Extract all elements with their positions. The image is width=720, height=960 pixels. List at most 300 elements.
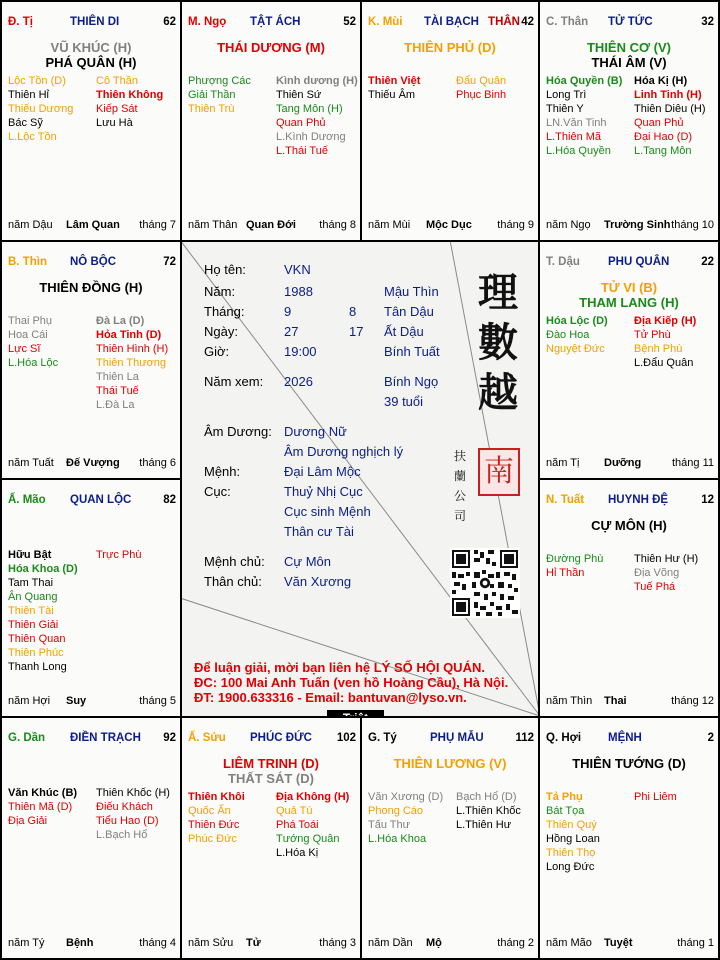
palace-year: năm Tuất (8, 457, 54, 469)
minor-star: Đường Phù (546, 553, 604, 565)
palace-name: MỆNH (608, 732, 642, 744)
palace-name: PHỤ MẪU (430, 732, 484, 744)
palace-month: tháng 8 (319, 219, 356, 231)
palace-year: năm Dậu (8, 219, 53, 231)
than-chu-label: Thân chủ: (204, 574, 262, 589)
main-star: TỬ VI (B) (600, 280, 658, 295)
minor-star: Địa Giải (8, 815, 48, 827)
minor-star: Quan Phủ (276, 117, 326, 129)
palace-header (368, 732, 534, 746)
palace-stage: Mộ (426, 937, 442, 949)
palace-month: tháng 12 (671, 695, 714, 707)
am-duong-label: Âm Dương: (204, 424, 272, 439)
month-label: Tháng: (204, 304, 245, 319)
minor-star: Thiên Hư (H) (634, 553, 699, 565)
calligraphy-char: 理 (478, 269, 518, 316)
minor-star: Hồng Loan (546, 833, 600, 845)
minor-star: Thanh Long (8, 661, 67, 673)
year-value: 1988 (284, 284, 313, 299)
palace-footer (546, 937, 714, 950)
minor-star: Thiên Mã (D) (8, 801, 73, 813)
palace-month: tháng 2 (497, 937, 534, 949)
palace-branch: Đ. Tị (8, 16, 33, 28)
minor-star: Quốc Ấn (188, 805, 231, 817)
palace-header (546, 16, 714, 30)
minor-star: Đẩu Quân (456, 75, 507, 87)
minor-star: L.Hóa Quyền (546, 145, 611, 157)
day-solar: 27 (284, 324, 299, 339)
minor-star: Văn Xương (D) (368, 791, 444, 803)
minor-star: Thiên Tài (8, 605, 54, 617)
palace-stage: Đế Vượng (66, 457, 120, 469)
palace-name: THIÊN DI (70, 16, 120, 28)
palace-footer (546, 219, 714, 232)
palace-footer (8, 695, 176, 708)
name-label: Họ tên: (204, 262, 246, 277)
view-year-value: 2026 (284, 374, 313, 389)
minor-star: Quả Tú (276, 805, 313, 817)
main-star: THÁI ÂM (V) (591, 55, 667, 70)
palace-age: 102 (336, 732, 356, 744)
palace-age: 32 (701, 16, 714, 28)
palace-stage: Trường Sinh (604, 219, 671, 231)
palace-header (368, 16, 534, 30)
palace-cell[interactable] (538, 240, 720, 480)
minor-star: L.Hóa Lộc (8, 357, 59, 369)
palace-header (546, 732, 714, 746)
minor-star: Giải Thần (188, 89, 236, 101)
palace-age: 72 (163, 256, 176, 268)
palace-cell[interactable] (180, 0, 362, 242)
minor-star: L.Tang Môn (634, 145, 692, 157)
main-stars (182, 756, 360, 786)
palace-cell[interactable] (538, 716, 720, 960)
minor-stars-left (546, 314, 608, 356)
main-stars (540, 40, 718, 70)
age-value: 39 tuổi (384, 394, 424, 409)
view-year-label: Năm xem: (204, 374, 264, 389)
day-label: Ngày: (204, 324, 238, 339)
palace-age: 12 (701, 494, 714, 506)
seal-stamp (478, 448, 520, 496)
palace-cell[interactable] (360, 716, 540, 960)
palace-branch: N. Tuất (546, 494, 585, 506)
main-stars (182, 40, 360, 55)
palace-age: 82 (163, 494, 176, 506)
palace-age: 92 (163, 732, 176, 744)
palace-year: năm Mùi (368, 219, 411, 231)
palace-footer (368, 219, 534, 232)
palace-branch: K. Mùi (368, 16, 403, 28)
palace-age: 62 (163, 16, 176, 28)
palace-name: PHÚC ĐỨC (250, 732, 312, 744)
main-stars (540, 518, 718, 533)
minor-star: Tuế Phá (634, 581, 676, 593)
minor-star: Thiên La (96, 371, 139, 383)
palace-year: năm Mão (546, 937, 592, 949)
palace-name: HUYNH ĐỆ (608, 494, 669, 506)
palace-year: năm Tý (8, 937, 45, 949)
minor-stars-left (368, 74, 420, 102)
cuc-3: Thân cư Tài (284, 524, 354, 539)
minor-star: Phúc Đức (188, 833, 237, 845)
minor-stars-right (456, 790, 521, 832)
palace-year: năm Dần (368, 937, 413, 949)
palace-footer (8, 937, 176, 950)
minor-star: Hóa Kị (H) (634, 75, 688, 87)
menh-value: Đại Lâm Mộc (284, 464, 361, 479)
minor-star: Thiên Hỉ (8, 89, 49, 101)
palace-age: 2 (707, 732, 714, 744)
minor-star: L.Thiên Mã (546, 131, 602, 143)
minor-stars-right (276, 790, 349, 860)
palace-cell[interactable] (0, 0, 182, 242)
palace-branch: G. Tý (368, 732, 397, 744)
minor-star: Thiên Quý (546, 819, 597, 831)
minor-star: L.Đẩu Quân (634, 357, 694, 369)
palace-month: tháng 6 (139, 457, 176, 469)
minor-star: L.Kình Dương (276, 131, 346, 143)
calligraphy-char: 數 (478, 319, 518, 366)
palace-cell[interactable] (180, 716, 362, 960)
palace-cell[interactable] (538, 478, 720, 718)
minor-star: Thiên Thương (96, 357, 167, 369)
minor-stars-left (368, 790, 443, 846)
minor-star: Thai Phụ (8, 315, 53, 327)
main-stars (2, 40, 180, 70)
minor-stars-left (188, 790, 245, 846)
minor-stars-right (634, 552, 698, 594)
palace-name: TỬ TỨC (608, 16, 653, 28)
minor-star: Tấu Thư (368, 819, 411, 831)
palace-month: tháng 9 (497, 219, 534, 231)
palace-name: TẬT ÁCH (250, 16, 301, 28)
minor-star: Thiên Diêu (H) (634, 103, 706, 115)
minor-stars-right (276, 74, 358, 158)
minor-star: Phong Cáo (368, 805, 424, 817)
palace-cell[interactable] (0, 716, 182, 960)
minor-star: Thiên Không (96, 89, 164, 101)
palace-header (188, 16, 356, 30)
main-star: THẤT SÁT (D) (228, 771, 314, 786)
qr-code-icon[interactable] (450, 548, 520, 618)
palace-stage: Lâm Quan (66, 219, 120, 231)
main-star: THIÊN ĐỒNG (H) (39, 280, 143, 295)
calligraphy-char: 越 (478, 369, 518, 416)
palace-footer (368, 937, 534, 950)
main-star: THIÊN CƠ (V) (586, 40, 672, 55)
menh-chu-value: Cự Môn (284, 554, 331, 569)
palace-name: NÔ BỘC (70, 256, 116, 268)
palace-footer (188, 219, 356, 232)
minor-stars-right (96, 548, 141, 562)
palace-header (8, 494, 176, 508)
palace-year: năm Ngọ (546, 219, 591, 231)
palace-year: năm Sửu (188, 937, 234, 949)
minor-stars-right (634, 74, 706, 158)
minor-stars-left (8, 314, 58, 370)
minor-star: Cô Thần (96, 75, 138, 87)
main-star: THÁI DƯƠNG (M) (217, 40, 325, 55)
contact-line-1: Để luận giải, mời bạn liên hệ LÝ SỐ HỘI QUÁN. (194, 660, 485, 675)
minor-star: Tam Thai (8, 577, 54, 589)
minor-star: Thái Tuế (96, 385, 139, 397)
palace-month: tháng 4 (139, 937, 176, 949)
month-lunar: 8 (349, 304, 357, 319)
minor-star: L.Lộc Tồn (8, 131, 57, 143)
minor-star: Đà La (D) (96, 315, 145, 327)
palace-stage: Tuyệt (604, 937, 633, 949)
palace-month: tháng 5 (139, 695, 176, 707)
minor-star: Nguyệt Đức (546, 343, 605, 355)
minor-star: Tang Môn (H) (276, 103, 343, 115)
minor-stars-right (96, 314, 168, 412)
palace-header (546, 256, 714, 270)
minor-star: Thiên Đức (188, 819, 240, 831)
palace-name: ĐIỀN TRẠCH (70, 732, 141, 744)
minor-star: Thiên Hình (H) (96, 343, 169, 355)
minor-star: Địa Không (H) (276, 791, 350, 803)
day-lunar: 17 (349, 324, 364, 339)
minor-star: Văn Khúc (B) (8, 787, 78, 799)
menh-chu-label: Mệnh chủ: (204, 554, 265, 569)
minor-stars-right (634, 314, 696, 370)
minor-star: Long Trì (546, 89, 587, 101)
palace-footer (8, 457, 176, 470)
minor-star: Phượng Các (188, 75, 251, 87)
minor-star: Hỉ Thần (546, 567, 585, 579)
minor-star: L.Bạch Hổ (96, 829, 148, 841)
palace-header (8, 256, 176, 270)
minor-star: Thiên Khôi (188, 791, 245, 803)
palace-branch: T. Dậu (546, 256, 580, 268)
minor-star: Hoa Cái (8, 329, 48, 341)
minor-star: L.Hóa Khoa (368, 833, 427, 845)
main-stars (2, 280, 180, 295)
palace-month: tháng 7 (139, 219, 176, 231)
minor-star: Đại Hao (D) (634, 131, 693, 143)
minor-stars-left (8, 786, 77, 828)
cuc-1: Thuỷ Nhị Cục (284, 484, 363, 499)
main-star: THIÊN LƯƠNG (V) (393, 756, 507, 771)
palace-header (546, 494, 714, 508)
main-stars (540, 756, 718, 771)
minor-star: L.Hóa Kị (276, 847, 319, 859)
minor-star: Thiên Y (546, 103, 584, 115)
palace-year: năm Thìn (546, 695, 593, 707)
than-marker: THÂN (488, 16, 520, 28)
palace-header (8, 732, 176, 746)
palace-month: tháng 1 (677, 937, 714, 949)
minor-stars-right (96, 786, 170, 842)
minor-star: Tướng Quân (276, 833, 340, 845)
palace-stage: Thai (604, 695, 627, 707)
palace-month: tháng 10 (671, 219, 714, 231)
palace-stage: Dưỡng (604, 457, 642, 469)
palace-branch: Ấ. Sửu (188, 732, 226, 744)
minor-star: Địa Kiếp (H) (634, 315, 697, 327)
palace-footer (188, 937, 356, 950)
palace-name: TÀI BẠCH (424, 16, 479, 28)
minor-star: Đào Hoa (546, 329, 590, 341)
minor-stars-left (8, 74, 73, 144)
seal-side-text (452, 446, 468, 526)
minor-star: Trực Phù (96, 549, 142, 561)
minor-star: Phi Liêm (634, 791, 677, 803)
palace-stage: Bệnh (66, 937, 94, 949)
minor-star: L.Đà La (96, 399, 135, 411)
minor-star: Lực Sĩ (8, 343, 41, 355)
palace-age: 52 (343, 16, 356, 28)
main-star: THIÊN PHỦ (D) (404, 40, 496, 55)
palace-cell[interactable] (0, 240, 182, 480)
cuc-2: Cục sinh Mệnh (284, 504, 371, 519)
minor-stars-left (8, 548, 78, 674)
minor-star: Phá Toái (276, 819, 319, 831)
minor-star: Thiên Sứ (276, 89, 322, 101)
palace-month: tháng 3 (319, 937, 356, 949)
minor-star: Phục Binh (456, 89, 507, 101)
year-label: Năm: (204, 284, 236, 299)
menh-label: Mệnh: (204, 464, 241, 479)
palace-stage: Tử (246, 937, 261, 949)
hour-label: Giờ: (204, 344, 230, 359)
palace-year: năm Hợi (8, 695, 51, 707)
palace-year: năm Thân (188, 219, 238, 231)
minor-star: Long Đức (546, 861, 595, 873)
minor-star: Thiên Quan (8, 633, 66, 645)
minor-star: Ân Quang (8, 591, 58, 603)
minor-star: Linh Tinh (H) (634, 89, 702, 101)
seal-char: 南 (484, 454, 514, 489)
year-can-chi: Mậu Thìn (384, 284, 439, 299)
palace-branch: B. Thìn (8, 256, 47, 268)
minor-star: Hỏa Tinh (D) (96, 329, 162, 341)
minor-star: L.Thái Tuế (276, 145, 328, 157)
minor-star: Bệnh Phù (634, 343, 683, 355)
palace-header (8, 16, 176, 30)
cuc-label: Cục: (204, 484, 231, 499)
minor-star: L.Thiên Khốc (456, 805, 521, 817)
palace-footer (546, 695, 714, 708)
minor-star: Thiên Giải (8, 619, 59, 631)
minor-star: Thiên Trù (188, 103, 235, 115)
day-can-chi: Ất Dậu (384, 324, 424, 339)
palace-header (188, 732, 356, 746)
main-star: VŨ KHÚC (H) (50, 40, 132, 55)
view-year-can-chi: Bính Ngọ (384, 374, 439, 389)
palace-footer (546, 457, 714, 470)
minor-star: Hóa Quyền (B) (546, 75, 623, 87)
seal-side-char: 公 (453, 489, 466, 503)
minor-star: Hóa Khoa (D) (8, 563, 78, 575)
main-star: THIÊN TƯỚNG (D) (572, 756, 686, 771)
minor-star: Lộc Tồn (D) (8, 75, 66, 87)
minor-star: Kình dương (H) (276, 75, 358, 87)
minor-star: LN.Văn Tinh (546, 117, 607, 129)
main-star: LIÊM TRINH (D) (222, 756, 320, 771)
palace-age: 112 (515, 732, 534, 744)
name-value: VKN (284, 262, 311, 277)
minor-stars-right (456, 74, 506, 102)
am-duong-2: Âm Dương nghịch lý (284, 444, 404, 459)
palace-branch: G. Dần (8, 732, 46, 744)
palace-stage: Quan Đới (246, 219, 296, 231)
minor-stars-left (546, 74, 622, 158)
minor-stars-left (188, 74, 251, 116)
palace-month: tháng 11 (671, 457, 714, 469)
calligraphy-logo (468, 268, 528, 418)
palace-branch: Ấ. Mão (8, 494, 46, 506)
minor-star: Tiểu Hao (D) (96, 815, 159, 827)
main-stars (362, 40, 538, 55)
minor-star: Thiên Phúc (8, 647, 64, 659)
palace-branch: C. Thân (546, 16, 589, 28)
main-star: THAM LANG (H) (579, 295, 679, 310)
minor-star: Tử Phù (634, 329, 671, 341)
palace-age: 42 (521, 16, 534, 28)
minor-star: Thiên Thọ (546, 847, 596, 859)
contact-address: ĐC: 100 Mai Anh Tuấn (ven hồ Hoàng Cầu), Hà Nội. (194, 675, 509, 690)
seal-side-char: 扶 (453, 449, 466, 463)
minor-star: Điếu Khách (96, 801, 153, 813)
month-solar: 9 (284, 304, 292, 319)
palace-cell[interactable] (538, 0, 720, 242)
minor-star: Bát Tọa (546, 805, 585, 817)
palace-year: năm Tị (546, 457, 580, 469)
minor-star: Lưu Hà (96, 117, 133, 129)
main-star: PHÁ QUÂN (H) (45, 55, 137, 70)
palace-footer (8, 219, 176, 232)
palace-age: 22 (701, 256, 714, 268)
minor-star: Thiếu Âm (368, 89, 416, 101)
palace-name: QUAN LỘC (70, 494, 132, 506)
minor-star: Địa Võng (634, 567, 680, 579)
minor-star: Hữu Bật (8, 549, 52, 561)
seal-side-char: 司 (453, 509, 466, 523)
palace-stage: Mộc Dục (426, 219, 472, 231)
hour-can-chi: Bính Tuất (384, 344, 440, 359)
palace-name: PHU QUÂN (608, 256, 670, 268)
minor-star: Quan Phủ (634, 117, 684, 129)
palace-cell[interactable] (360, 0, 540, 242)
minor-star: Kiếp Sát (96, 103, 138, 115)
minor-star: Thiên Việt (368, 75, 421, 87)
main-stars (540, 280, 718, 310)
minor-stars-right (634, 790, 677, 804)
palace-branch: Q. Hợi (546, 732, 582, 744)
minor-star: L.Thiên Hư (456, 819, 512, 831)
am-duong-1: Dương Nữ (284, 424, 347, 439)
minor-star: Tả Phụ (546, 791, 583, 803)
palace-branch: M. Ngọ (188, 16, 227, 28)
minor-star: Bác Sỹ (8, 117, 43, 129)
minor-stars-right (96, 74, 163, 130)
seal-side-char: 蘭 (453, 469, 466, 483)
contact-phone-email[interactable]: ĐT: 1900.633316 - Email: bantuvan@lyso.vn. (194, 690, 467, 705)
main-star: CỰ MÔN (H) (591, 518, 667, 533)
minor-stars-left (546, 552, 603, 580)
palace-cell[interactable] (0, 478, 182, 718)
minor-stars-left (546, 790, 600, 874)
month-can-chi: Tân Dậu (384, 304, 434, 319)
main-stars (362, 756, 538, 771)
minor-star: Bạch Hổ (D) (456, 791, 517, 803)
than-chu-value: Văn Xương (284, 574, 352, 589)
minor-star: Hóa Lộc (D) (546, 315, 608, 327)
palace-stage: Suy (66, 695, 87, 707)
minor-star: Thiếu Dương (8, 103, 74, 115)
